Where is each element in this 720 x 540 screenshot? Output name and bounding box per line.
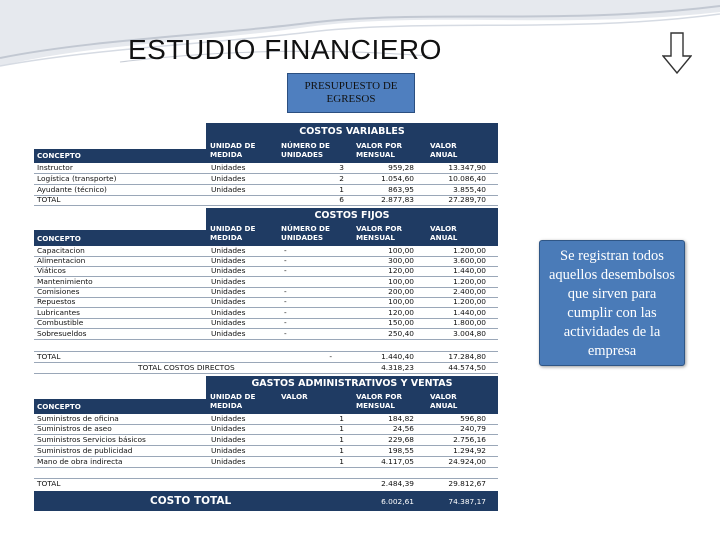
hdr-valorpor: VALOR POR bbox=[356, 392, 403, 401]
cell-numero: 2 bbox=[339, 174, 344, 183]
cell-numero: 1 bbox=[339, 446, 344, 455]
hdr-valorpor: VALOR POR bbox=[356, 224, 403, 233]
cell-concepto: Alimentacion bbox=[37, 256, 86, 265]
hdr-valor: VALOR bbox=[430, 141, 457, 150]
total-anual: 29.812,67 bbox=[448, 479, 486, 488]
cell-mensual: 959,28 bbox=[388, 163, 414, 172]
hdr-unidad-1: UNIDAD DE bbox=[210, 141, 256, 150]
cell-numero: - bbox=[284, 318, 287, 327]
cell-anual: 3.004,80 bbox=[453, 329, 486, 338]
cell-anual: 2.756,16 bbox=[453, 435, 486, 444]
hdr-concepto: CONCEPTO bbox=[37, 402, 81, 411]
cell-mensual: 863,95 bbox=[388, 185, 414, 194]
cell-anual: 3.855,40 bbox=[453, 185, 486, 194]
hdr-anual: ANUAL bbox=[430, 150, 458, 159]
cell-unidad: Unidades bbox=[211, 246, 246, 255]
cell-concepto: Viáticos bbox=[37, 266, 66, 275]
cell-anual: 1.200,00 bbox=[453, 297, 486, 306]
down-arrow-icon[interactable] bbox=[662, 32, 692, 74]
cell-mensual: 229,68 bbox=[388, 435, 414, 444]
cell-concepto: Sobresueldos bbox=[37, 329, 87, 338]
budget-sheet bbox=[34, 123, 498, 513]
hdr-anual: ANUAL bbox=[430, 233, 458, 242]
cell-unidad: Unidades bbox=[211, 318, 246, 327]
cell-concepto: Suministros de aseo bbox=[37, 424, 112, 433]
cell-mensual: 300,00 bbox=[388, 256, 414, 265]
hdr-mensual: MENSUAL bbox=[356, 233, 396, 242]
directos-mensual: 4.318,23 bbox=[381, 363, 414, 372]
total-mensual: 1.440,40 bbox=[381, 352, 414, 361]
cell-mensual: 4.117,05 bbox=[381, 457, 414, 466]
hdr-valor-g: VALOR bbox=[281, 392, 308, 401]
cell-unidad: Unidades bbox=[211, 174, 246, 183]
cell-numero: 1 bbox=[339, 185, 344, 194]
hdr-valorpor: VALOR POR bbox=[356, 141, 403, 150]
cell-unidad: Unidades bbox=[211, 457, 246, 466]
total-numero: - bbox=[329, 352, 332, 361]
cell-numero: - bbox=[284, 246, 287, 255]
cell-concepto: Suministros de oficina bbox=[37, 414, 119, 423]
cell-unidad: Unidades bbox=[211, 256, 246, 265]
hdr-valor: VALOR bbox=[430, 392, 457, 401]
hdr-numero-2: UNIDADES bbox=[281, 150, 324, 159]
cell-unidad: Unidades bbox=[211, 308, 246, 317]
cell-mensual: 120,00 bbox=[388, 266, 414, 275]
cell-mensual: 24,56 bbox=[392, 424, 414, 433]
cell-anual: 3.600,00 bbox=[453, 256, 486, 265]
cell-anual: 240,79 bbox=[460, 424, 486, 433]
cell-unidad: Unidades bbox=[211, 446, 246, 455]
total-label: TOTAL bbox=[37, 352, 61, 361]
cell-anual: 1.294,92 bbox=[453, 446, 486, 455]
cell-anual: 2.400,00 bbox=[453, 287, 486, 296]
cell-unidad: Unidades bbox=[211, 277, 246, 286]
cell-numero: - bbox=[284, 329, 287, 338]
cell-anual: 24.924,00 bbox=[448, 457, 486, 466]
label-box-line1: PRESUPUESTO DE bbox=[304, 80, 398, 92]
costo-total-label: COSTO TOTAL bbox=[150, 495, 232, 507]
cell-concepto: Ayudante (técnico) bbox=[37, 185, 107, 194]
cell-numero: 1 bbox=[339, 435, 344, 444]
hdr-mensual: MENSUAL bbox=[356, 401, 396, 410]
cell-mensual: 150,00 bbox=[388, 318, 414, 327]
cell-anual: 1.440,00 bbox=[453, 266, 486, 275]
cell-anual: 596,80 bbox=[460, 414, 486, 423]
cell-mensual: 184,82 bbox=[388, 414, 414, 423]
hdr-numero-1: NÚMERO DE bbox=[281, 141, 330, 150]
cell-anual: 1.440,00 bbox=[453, 308, 486, 317]
hdr-unidad-2: MEDIDA bbox=[210, 401, 243, 410]
hdr-concepto: CONCEPTO bbox=[37, 151, 81, 160]
cell-concepto: Mano de obra indirecta bbox=[37, 457, 123, 466]
cell-mensual: 120,00 bbox=[388, 308, 414, 317]
total-label: TOTAL bbox=[37, 195, 61, 204]
cell-mensual: 100,00 bbox=[388, 297, 414, 306]
variables-title: COSTOS VARIABLES bbox=[299, 126, 405, 137]
cell-unidad: Unidades bbox=[211, 266, 246, 275]
total-numero: 6 bbox=[339, 195, 344, 204]
total-label: TOTAL bbox=[37, 479, 61, 488]
hdr-concepto: CONCEPTO bbox=[37, 234, 81, 243]
cell-concepto: Logística (transporte) bbox=[37, 174, 117, 183]
cell-anual: 1.800,00 bbox=[453, 318, 486, 327]
side-note-box bbox=[539, 240, 685, 366]
directos-label: TOTAL COSTOS DIRECTOS bbox=[138, 363, 235, 372]
cell-mensual: 200,00 bbox=[388, 287, 414, 296]
cell-unidad: Unidades bbox=[211, 424, 246, 433]
hdr-anual: ANUAL bbox=[430, 401, 458, 410]
cell-concepto: Lubricantes bbox=[37, 308, 81, 317]
cell-mensual: 1.054,60 bbox=[381, 174, 414, 183]
presupuesto-label-box bbox=[287, 73, 415, 113]
cell-unidad: Unidades bbox=[211, 185, 246, 194]
directos-anual: 44.574,50 bbox=[448, 363, 486, 372]
cell-anual: 1.200,00 bbox=[453, 277, 486, 286]
cell-concepto: Suministros Servicios básicos bbox=[37, 435, 146, 444]
cell-numero: - bbox=[284, 256, 287, 265]
hdr-unidad-2: MEDIDA bbox=[210, 150, 243, 159]
costo-total-mensual: 6.002,61 bbox=[381, 497, 414, 506]
hdr-mensual: MENSUAL bbox=[356, 150, 396, 159]
cell-mensual: 100,00 bbox=[388, 246, 414, 255]
total-anual: 17.284,80 bbox=[448, 352, 486, 361]
cell-numero: - bbox=[284, 308, 287, 317]
cell-concepto: Mantenimiento bbox=[37, 277, 93, 286]
cell-concepto: Instructor bbox=[37, 163, 73, 172]
cell-anual: 10.086,40 bbox=[448, 174, 486, 183]
hdr-numero-1: NÚMERO DE bbox=[281, 224, 330, 233]
cell-anual: 1.200,00 bbox=[453, 246, 486, 255]
label-box-line2: EGRESOS bbox=[326, 93, 376, 105]
cell-numero: 3 bbox=[339, 163, 344, 172]
cell-unidad: Unidades bbox=[211, 414, 246, 423]
fijos-title: COSTOS FIJOS bbox=[314, 210, 390, 221]
side-note-text: Se registran todos aquellos desembolsos que sirven para cumplir con las actividades de la empresa bbox=[548, 248, 676, 359]
page-title: ESTUDIO FINANCIERO bbox=[128, 34, 442, 65]
cell-concepto: Capacitacion bbox=[37, 246, 85, 255]
total-mensual: 2.877,83 bbox=[381, 195, 414, 204]
cell-anual: 13.347,90 bbox=[448, 163, 486, 172]
cell-unidad: Unidades bbox=[211, 435, 246, 444]
cell-unidad: Unidades bbox=[211, 329, 246, 338]
hdr-unidad-1: UNIDAD DE bbox=[210, 224, 256, 233]
cell-mensual: 100,00 bbox=[388, 277, 414, 286]
cell-numero: - bbox=[284, 287, 287, 296]
cell-concepto: Suministros de publicidad bbox=[37, 446, 133, 455]
cell-unidad: Unidades bbox=[211, 163, 246, 172]
cell-numero: 1 bbox=[339, 414, 344, 423]
cell-unidad: Unidades bbox=[211, 297, 246, 306]
cell-concepto: Combustible bbox=[37, 318, 84, 327]
hdr-unidad-1: UNIDAD DE bbox=[210, 392, 256, 401]
cell-mensual: 250,40 bbox=[388, 329, 414, 338]
cell-numero: 1 bbox=[339, 457, 344, 466]
cell-concepto: Repuestos bbox=[37, 297, 76, 306]
gastos-title: GASTOS ADMINISTRATIVOS Y VENTAS bbox=[251, 378, 453, 389]
hdr-numero-2: UNIDADES bbox=[281, 233, 324, 242]
cell-numero: - bbox=[284, 266, 287, 275]
cell-concepto: Comisiones bbox=[37, 287, 80, 296]
hdr-valor: VALOR bbox=[430, 224, 457, 233]
hdr-unidad-2: MEDIDA bbox=[210, 233, 243, 242]
total-mensual: 2.484,39 bbox=[381, 479, 414, 488]
costo-total-anual: 74.387,17 bbox=[448, 497, 486, 506]
cell-mensual: 198,55 bbox=[388, 446, 414, 455]
costo-total-band bbox=[34, 491, 498, 511]
cell-numero: - bbox=[284, 297, 287, 306]
cell-unidad: Unidades bbox=[211, 287, 246, 296]
total-anual: 27.289,70 bbox=[448, 195, 486, 204]
cell-numero: 1 bbox=[339, 424, 344, 433]
